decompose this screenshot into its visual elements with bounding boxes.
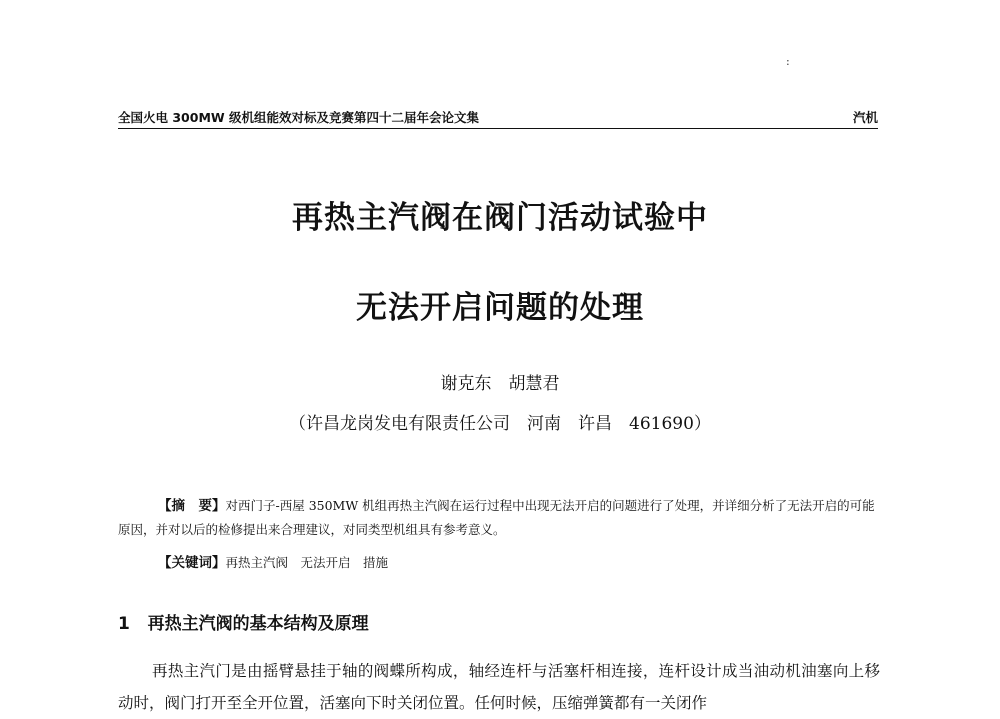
running-header-section: 汽机 [852,110,878,125]
running-header-proceedings-title: 全国火电 300MW 级机组能效对标及竞赛第四十二届年会论文集 [118,110,480,125]
keywords [158,551,388,571]
running-header [118,108,878,129]
section-1-number: 1 [118,614,130,634]
section-1-paragraph: 再热主汽门是由摇臂悬挂于轴的阀蝶所构成，轴经连杆与活塞杆相连接，连杆设计成当油动机油塞向上移动时，阀门打开至全开位置，活塞向下时关闭位置。任何时候，压缩弹簧都有一关闭作 [118,662,880,712]
paper-authors: 谢克东 胡慧君 [440,374,560,394]
abstract-text: 对西门子-西屋 350MW 机组再热主汽阀在运行过程中出现无法开启的问题进行了处理，并详细分析了无法开启的可能原因，并对以后的检修提出来合理建议，对同类型机组具有参考意义。 [118,498,875,537]
section-1-heading [118,609,369,634]
keywords-label: 【关键词】 [158,555,226,571]
paper-affiliation: （许昌龙岗发电有限责任公司 河南 许昌 461690） [289,414,711,434]
scan-speck-mark: : [786,55,790,68]
section-1-title: 再热主汽阀的基本结构及原理 [147,614,369,634]
paper-title-line-2: 无法开启问题的处理 [356,290,644,326]
abstract-label: 【摘 要】 [158,498,226,514]
keywords-text: 再热主汽阀 无法开启 措施 [225,555,389,570]
paper-title-line-1: 再热主汽阀在阀门活动试验中 [292,200,708,236]
abstract [118,494,878,542]
